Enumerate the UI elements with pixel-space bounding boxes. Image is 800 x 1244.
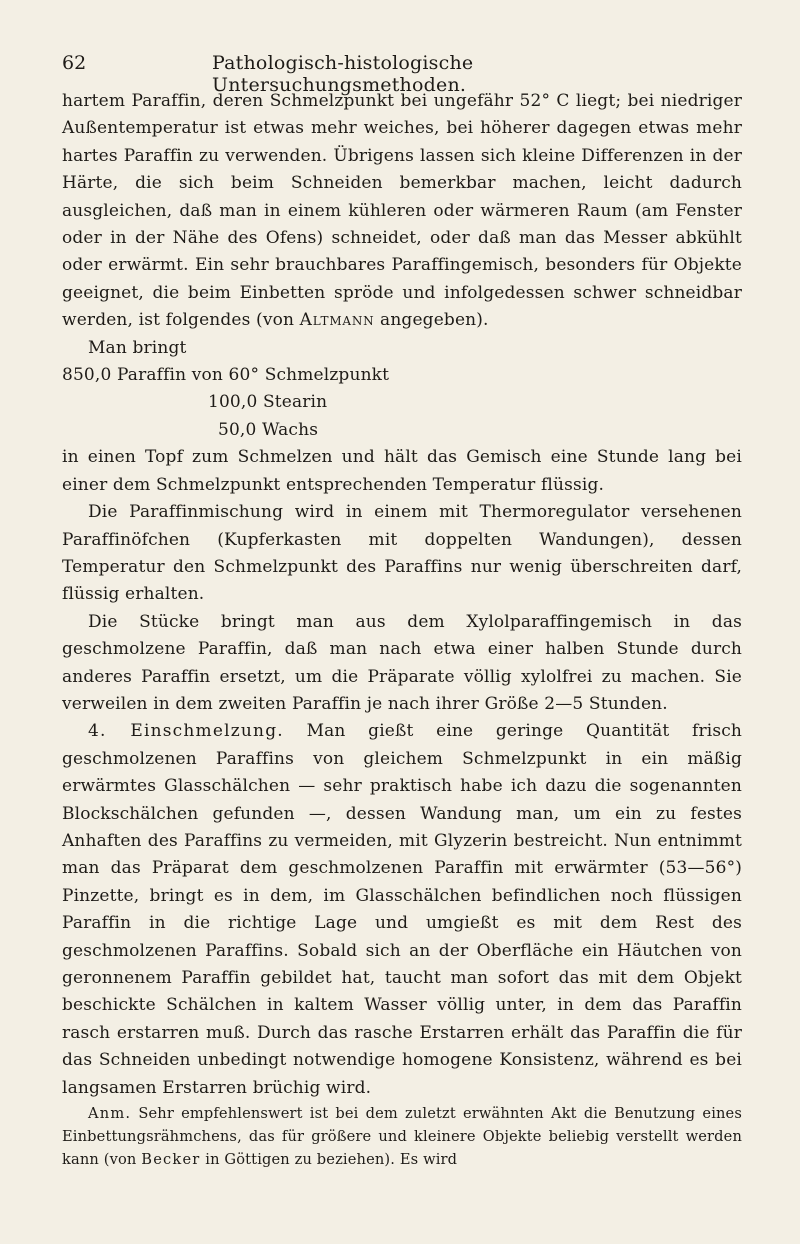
paragraph-6 — [62, 718, 742, 1102]
paragraph-6-text: Man gießt eine geringe Quantität frisch geschmolzenen Paraffins von gleichem Schmelzpunkt in ein mäßig erwärmtes Glasschälchen — sehr praktisch habe ich dazu die sogenannten Blockschälchen gefunden —, dessen Wandung man, um ein zu festes Anhaften des Paraffins zu vermeiden, mit Glyzerin bestreicht. Nun entnimmt man das Präparat dem geschmolzenen Paraffin mit erwärmter (53—56°) Pinzette, bringt es in dem, im Glasschälchen befindlichen noch flüssigen Paraffin in die richtige Lage und umgießt es mit dem Rest des geschmolzenen Paraffins. Sobald sich an der Oberfläche ein Häutchen von geronnenem Paraffin gebildet hat, taucht man sofort das mit dem Objekt beschickte Schälchen in kaltem Wasser völlig unter, in dem das Paraffin rasch erstarren muß. Durch das rasche Erstarren erhält das Paraffin die für das Schneiden unbedingt notwendige homogene Konsistenz, während es bei langsamen Erstarren brüchig wird. — [62, 721, 743, 1098]
recipe-item-1: 850,0 Paraffin von 60° Schmelzpunkt — [62, 365, 390, 386]
paragraph-1-tail: angegeben). — [380, 310, 489, 331]
paragraph-5: Die Stücke bringt man aus dem Xylolparaffingemisch in das geschmolzene Paraffin, daß man nach etwa einer halben Stunde durch anderes Paraffin ersetzt, um die Präparate völlig xylolfrei zu machen. Sie verweilen in dem zweiten Paraffin je nach ihrer Größe 2—5 Stunden. — [62, 611, 742, 714]
page-header — [62, 52, 702, 96]
footnote-label: Anm. — [88, 1105, 132, 1123]
recipe-item-2: 100,0 Stearin — [208, 392, 328, 413]
paragraph-2: Man bringt — [88, 337, 187, 358]
footnote — [62, 1102, 742, 1171]
paragraph-4: Die Paraffinmischung wird in einem mit Thermoregulator versehenen Paraffinöfchen (Kupferkasten mit doppelten Wandungen), dessen Temperatur den Schmelzpunkt des Paraffins nur wenig überschreiten darf, flüssig erhalten. — [62, 502, 742, 605]
recipe-item-3: 50,0 Wachs — [218, 419, 319, 440]
author-altmann: Altmann — [299, 310, 375, 331]
section-heading: 4. Einschmelzung. — [88, 721, 284, 742]
body-text — [62, 88, 742, 1171]
paragraph-3: in einen Topf zum Schmelzen und hält das Gemisch eine Stunde lang bei einer dem Schmelzpunkt entsprechenden Temperatur flüssig. — [62, 447, 742, 495]
footnote-tail: in Göttigen zu beziehen). Es wird — [205, 1151, 458, 1169]
author-becker: Becker — [141, 1151, 201, 1169]
paragraph-1-text: hartem Paraffin, deren Schmelzpunkt bei ungefähr 52° C liegt; bei niedriger Außentemperatur ist etwas mehr weiches, bei höherer dagegen etwas mehr hartes Paraffin zu verwenden. Übrigens lassen sich kleine Differenzen in der Härte, die sich beim Schneiden bemerkbar machen, leicht dadurch ausgleichen, daß man in einem kühleren oder wärmeren Raum (am Fenster oder in der Nähe des Ofens) schneidet, oder daß man das Messer abkühlt oder erwärmt. Ein sehr brauchbares Paraffingemisch, besonders für Objekte geeignet, die beim Einbetten spröde und infolgedessen schwer schneidbar werden, ist folgendes (von — [62, 91, 742, 331]
page-number: 62 — [62, 52, 87, 74]
footnote-text: Sehr empfehlenswert ist bei dem zuletzt erwähnten Akt die Benutzung eines Einbettungsrähmchens, das für größere und kleinere Objekte beliebig verstellt werden kann (von — [62, 1105, 742, 1169]
paragraph-1 — [62, 88, 742, 335]
running-title: Pathologisch-histologische Untersuchungsmethoden. — [212, 52, 474, 96]
